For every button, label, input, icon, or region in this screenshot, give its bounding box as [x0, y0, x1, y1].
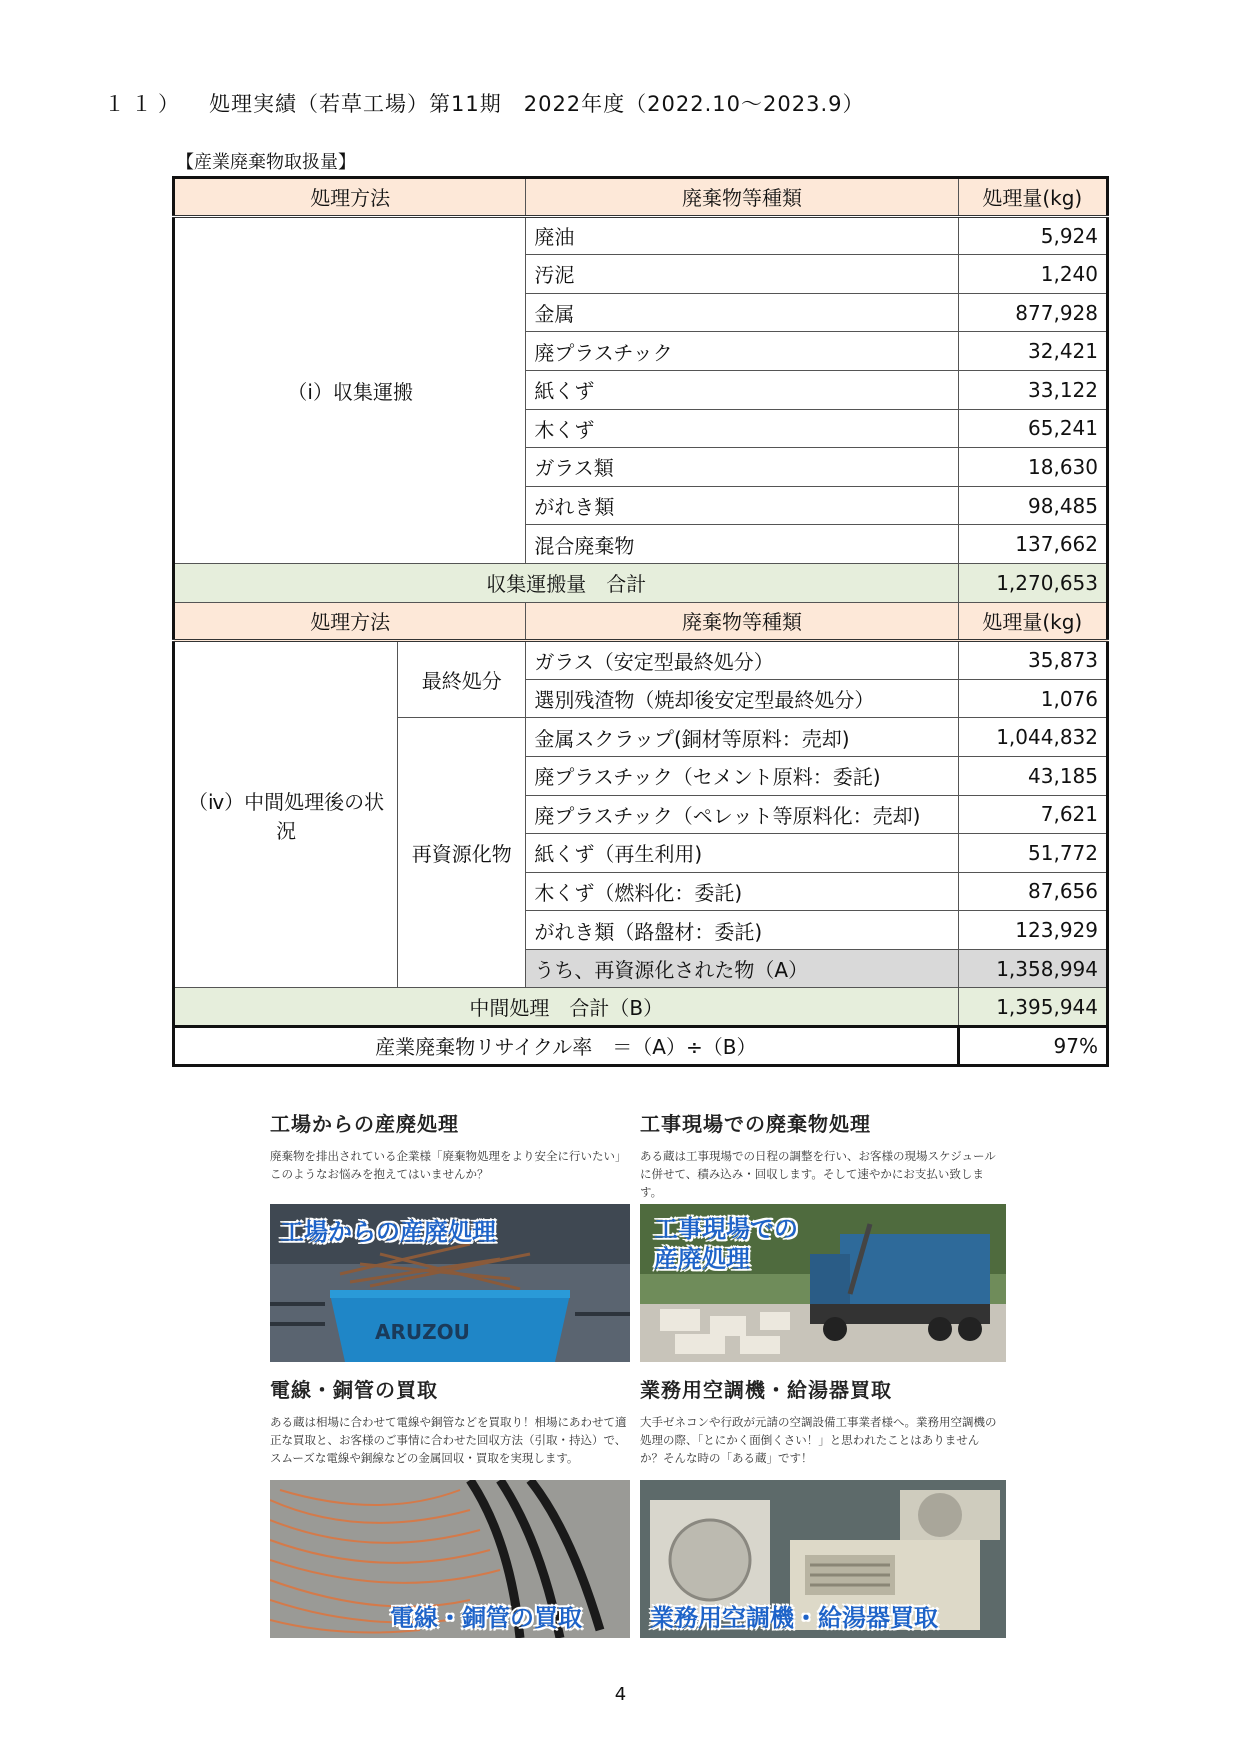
waste-type: 汚泥: [526, 255, 958, 294]
construction-photo: [640, 1204, 1006, 1362]
waste-amount: 137,662: [958, 525, 1107, 564]
recycled-label: うち、再資源化された物（A）: [526, 949, 958, 988]
photo-caption: 電線・銅管の買取: [390, 1604, 582, 1632]
waste-amount: 123,929: [958, 911, 1107, 950]
page-heading: [104, 88, 864, 118]
header-amount: 処理量(kg): [958, 178, 1107, 217]
recycle-rate-row: [174, 1027, 1108, 1066]
waste-amount: 5,924: [958, 216, 1107, 255]
intermediate-total-label: 中間処理 合計（B）: [174, 988, 959, 1027]
promo-card-factory: [270, 1108, 630, 1201]
promo-card-aircon: [640, 1374, 1000, 1467]
table-header-row: [174, 178, 1108, 217]
waste-type: ガラス類: [526, 448, 958, 487]
caption-line: 工事現場での: [654, 1215, 798, 1243]
waste-amount: 33,122: [958, 370, 1107, 409]
waste-type: がれき類: [526, 486, 958, 525]
intermediate-total-value: 1,395,944: [958, 988, 1107, 1027]
waste-amount: 1,240: [958, 255, 1107, 294]
table-header-row: [174, 602, 1108, 641]
table-row: [174, 216, 1108, 255]
header-type: 廃棄物等種類: [526, 602, 958, 641]
waste-type: がれき類（路盤材：委託): [526, 911, 958, 950]
bin-logo-text: ARUZOU: [375, 1320, 470, 1344]
waste-type: 廃プラスチック（セメント原料：委託): [526, 756, 958, 795]
final-disposal-label: 最終処分: [398, 641, 526, 718]
waste-type: 金属スクラップ(銅材等原料：売却): [526, 718, 958, 757]
factory-photo: [270, 1204, 630, 1362]
waste-type: 廃プラスチック: [526, 332, 958, 371]
section-label: 【産業廃棄物取扱量】: [176, 152, 356, 173]
promo-section: [270, 1108, 1006, 1638]
photo-caption: 業務用空調機・給湯器買取: [650, 1604, 938, 1632]
waste-type: 廃油: [526, 216, 958, 255]
waste-amount: 98,485: [958, 486, 1107, 525]
card-body: ある蔵は工事現場での日程の調整を行い、お客様の現場スケジュールに併せて、積み込み・回収します。そして速やかにお支払い致します。: [640, 1149, 996, 1199]
waste-amount: 65,241: [958, 409, 1107, 448]
page-number: 4: [614, 1684, 627, 1705]
waste-type: 紙くず: [526, 370, 958, 409]
waste-type: 木くず（燃料化：委託): [526, 872, 958, 911]
header-method: 処理方法: [174, 178, 526, 217]
waste-amount: 877,928: [958, 293, 1107, 332]
card-body: 廃棄物を排出されている企業様「廃棄物処理をより安全に行いたい」このようなお悩みを抱えてはいませんか？: [270, 1149, 627, 1181]
waste-type: ガラス（安定型最終処分）: [526, 641, 958, 680]
intermediate-total-row: [174, 988, 1108, 1027]
caption-line: 産廃処理: [654, 1245, 750, 1273]
waste-type: 混合廃棄物: [526, 525, 958, 564]
header-amount: 処理量(kg): [958, 602, 1107, 641]
waste-amount: 35,873: [958, 641, 1107, 680]
waste-amount: 87,656: [958, 872, 1107, 911]
promo-card-construction: [640, 1108, 1000, 1201]
aircon-photo: [640, 1480, 1006, 1638]
waste-type: 紙くず（再生利用): [526, 834, 958, 873]
collection-total-label: 収集運搬量 合計: [174, 563, 959, 602]
recycle-rate-label: 産業廃棄物リサイクル率 ＝（A）÷（B）: [174, 1027, 959, 1066]
waste-amount: 18,630: [958, 448, 1107, 487]
recycle-label: 再資源化物: [398, 718, 526, 988]
card-body: ある蔵は相場に合わせて電線や銅管などを買取り！相場にあわせて適正な買取と、お客様のご事情に合わせた回収方法（引取・持込）で、スムーズな電線や銅線などの金属回収・買取を実現します。: [270, 1415, 627, 1465]
header-type: 廃棄物等種類: [526, 178, 958, 217]
collection-total-row: [174, 563, 1108, 602]
header-method: 処理方法: [174, 602, 526, 641]
card-body: 大手ゼネコンや行政が元請の空調設備工事業者様へ。業務用空調機の処理の際、「とにかく面倒くさい！」と思われたことはありませんか？そんな時の「ある蔵」です！: [640, 1415, 997, 1465]
card-title: 電線・銅管の買取: [270, 1378, 438, 1402]
waste-type: 木くず: [526, 409, 958, 448]
heading-number: １１）: [104, 92, 185, 116]
photo-caption: 工場からの産廃処理: [280, 1218, 496, 1246]
intermediate-method: （ⅳ）中間処理後の状況: [174, 641, 398, 988]
recycled-value: 1,358,994: [958, 949, 1107, 988]
photo-caption: [654, 1214, 798, 1274]
card-title: 工場からの産廃処理: [270, 1112, 459, 1136]
collection-method: （ⅰ）収集運搬: [174, 216, 526, 563]
recycle-rate-value: 97%: [958, 1027, 1107, 1066]
table-row: [174, 641, 1108, 680]
waste-amount: 1,044,832: [958, 718, 1107, 757]
wire-photo: [270, 1480, 630, 1638]
collection-total-value: 1,270,653: [958, 563, 1107, 602]
waste-amount: 32,421: [958, 332, 1107, 371]
waste-type: 金属: [526, 293, 958, 332]
card-title: 業務用空調機・給湯器買取: [640, 1378, 892, 1402]
waste-amount: 7,621: [958, 795, 1107, 834]
waste-table: [172, 176, 1109, 1067]
waste-amount: 51,772: [958, 834, 1107, 873]
card-title: 工事現場での廃棄物処理: [640, 1112, 871, 1136]
waste-amount: 43,185: [958, 756, 1107, 795]
waste-amount: 1,076: [958, 679, 1107, 718]
waste-type: 選別残渣物（焼却後安定型最終処分）: [526, 679, 958, 718]
waste-type: 廃プラスチック（ペレット等原料化：売却): [526, 795, 958, 834]
promo-card-wire: [270, 1374, 630, 1485]
heading-text: 処理実績（若草工場）第11期 2022年度（2022.10～2023.9）: [209, 92, 865, 116]
